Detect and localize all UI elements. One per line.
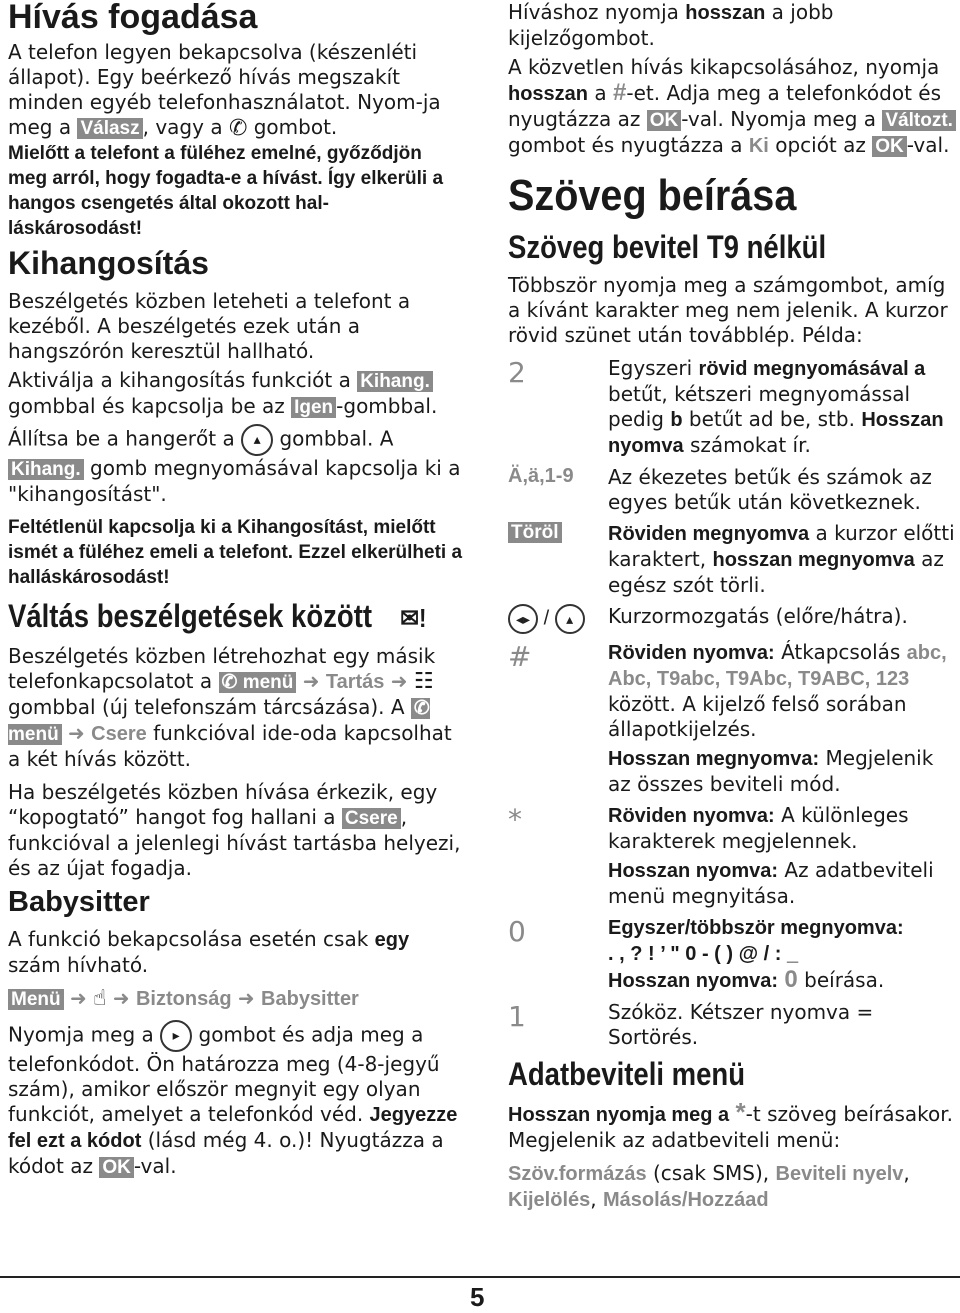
- softkey-kihang: Kihang.: [357, 371, 433, 392]
- softkey-csere: Csere: [342, 808, 401, 829]
- softkey-ok-2: OK: [872, 136, 907, 157]
- menu-path-csere: Csere: [91, 723, 147, 745]
- hash-key-icon: #: [613, 79, 627, 106]
- warning-handsfree: Feltétlenül kapcsolja ki a Kihangosítást, mielőtt ismét a füléhez emeli a telefont. Ezzel elkerülheti a halláskárosodást!: [8, 517, 463, 588]
- phone-icon: ✆: [221, 672, 238, 693]
- heading-no-t9: Szöveg bevitel T9 nélkül: [508, 229, 827, 265]
- softkey-kihang-2: Kihang.: [8, 459, 84, 480]
- heading-handsfree: Kihangosítás: [8, 245, 209, 281]
- softkey-valtozt: Változt.: [882, 110, 956, 131]
- key-row-2: 2 Egyszeri rövid megnyomásával a betűt, kétszeri megnyomással pedig b betűt ad be, stb. Hosszan nyomva számokat ír.: [508, 356, 944, 457]
- softkey-call-menu-2: ✆ menü: [8, 698, 430, 745]
- arrow-icon: ➜: [112, 986, 130, 1010]
- call-key-icon: ✆: [228, 116, 248, 141]
- paragraph-waiting: Ha beszélgetés közben hívása érkezik, egy “kopogtató” hangot fog hallani a Csere , funkcióval a jelenlegi hívást tartásba helyezi, és az újat fogadja.: [8, 780, 461, 880]
- right-column: [508, 0, 956, 1213]
- paragraph-direct-call: Híváshoz nyomja hosszan a jobb kijelzőgombot.: [508, 0, 834, 50]
- arrow-icon: ➜: [69, 986, 87, 1010]
- key-row-umlaut: Ä,ä,1-9 Az ékezetes betűk és számok az egyes betűk után következnek.: [508, 465, 932, 514]
- key-row-1: 1 Szóköz. Kétszer nyomva = Sortörés.: [508, 1000, 874, 1049]
- softkey-ok: OK: [99, 1157, 134, 1178]
- arrow-icon: ➜: [302, 669, 320, 693]
- heading-input-menu: Adatbeviteli menü: [508, 1056, 746, 1092]
- star-key-icon: *: [735, 1097, 746, 1127]
- key-row-hash: # Röviden nyomva: Átkapcsolás abc, Abc, T9abc, T9Abc, T9ABC, 123 között. A kijelző felső sorában állapotkijelzés. Hosszan megnyomva: Megjelenik az összes beviteli mód.: [508, 640, 947, 796]
- key-row-torol: Töröl Röviden megnyomva a kurzor előtti karaktert, hosszan megnyomva az egész szót törli.: [508, 521, 956, 598]
- phone-icon: ✆: [413, 698, 430, 719]
- paragraph-switch: Beszélgetés közben létrehozhat egy másik telefonkapcsolatot a ✆ menü ➜ Tartás ➜ ☷ gombbal (új telefonszám tárcsázása). A ✆ menü ➜ Csere funkcióval ide-oda kapcsolhat a két hívás között.: [8, 644, 452, 771]
- navkey-leftright-icon: ◂▸: [508, 604, 538, 634]
- heading-babysitter: Babysitter: [8, 886, 150, 918]
- softkey-menu: Menü: [8, 989, 64, 1010]
- paragraph-volume: Állítsa be a hangerőt a ▴ gombbal. A Kihang. gomb megnyomásával kapcsolja ki a "kihangosítást".: [8, 424, 463, 507]
- key-row-star: * Röviden nyomva: A különleges karakterek megjelennek. Hosszan nyomva: Az adatbeviteli menü megnyitása.: [508, 803, 934, 908]
- heading-text-entry: Szöveg beírása: [508, 171, 797, 220]
- softkey-ok-1: OK: [647, 110, 682, 131]
- softkey-call-menu: ✆ menü: [219, 672, 297, 693]
- input-modes: abc, Abc, T9abc, T9Abc, T9ABC, 123: [608, 642, 947, 690]
- input-menu-items: Szöv.formázás (csak SMS), Beviteli nyelv, Kijelölés, Másolás/Hozzáad: [508, 1161, 910, 1211]
- softkey-igen: Igen: [291, 397, 336, 418]
- paragraph-babysitter-code: Nyomja meg a ▸ gombot és adja meg a telefonkódot. Ön határozza meg (4-8-jegyű szám), amikor először megnyit egy olyan funkciót, amelyet a telefonkód véd. Jegyezze fel ezt a kódot (lásd még 4. o.)! Nyugtázza a kódot az OK -val.: [8, 1020, 463, 1180]
- key-row-0: 0 Egyszer/többször megnyomva: . , ? ! ’ " 0 - ( ) @ / : _ Hosszan nyomva: 0 beírása.: [508, 915, 904, 993]
- menu-path-tartas: Tartás: [325, 671, 385, 693]
- paragraph-input-menu: Hosszan nyomja meg a *-t szöveg beírásakor. Megjelenik az adatbeviteli menü:: [508, 1097, 953, 1152]
- paragraph-babysitter: A funkció bekapcsolása esetén csak egy szám hívható.: [8, 927, 410, 977]
- volume-navkey-icon: ▴: [241, 424, 273, 456]
- menu-path-babysitter: Menü ➜ ☝ ➜ Biztonság ➜ Babysitter: [8, 986, 463, 1012]
- arrow-icon: ➜: [68, 721, 85, 745]
- paragraph-incoming: A telefon legyen bekapcsolva (készenléti állapot). Egy beérkező hívás megszakít minden egyéb telefonhasználatot. Nyom-ja meg a Válasz , vagy a ✆ gombot.: [8, 40, 441, 141]
- keypad-icon: ☷: [413, 669, 434, 694]
- softkey-torol: Töröl: [508, 522, 562, 543]
- network-service-icon: ✉!: [400, 603, 427, 633]
- footer-rule: [0, 1276, 960, 1278]
- paragraph-handsfree-activate: Aktiválja a kihangosítás funkciót a Kihang. gombbal és kapcsolja be az Igen -gombbal.: [8, 368, 438, 418]
- paragraph-multitap: Többször nyomja meg a számgombot, amíg a kívánt karakter meg nem jelenik. A kurzor rövid szünet után továbblép. Példa:: [508, 273, 948, 347]
- security-icon: ☝: [93, 986, 107, 1011]
- paragraph-direct-call-off: A közvetlen hívás kikapcsolásához, nyomja hosszan a #-et. Adja meg a telefonkódot és nyugtázza az OK -val. Nyomja meg a Változt. gombot és nyugtázza a Ki opciót az OK -val.: [508, 55, 956, 159]
- softkey-valasz: Válasz: [77, 118, 142, 139]
- navkey-right-icon: ▸: [160, 1020, 192, 1052]
- left-column: [8, 0, 463, 1180]
- heading-switch-calls: Váltás beszélgetések között ✉!: [8, 598, 427, 634]
- paragraph-handsfree: Beszélgetés közben leteheti a telefont a kezéből. A beszélgetés ezek után a hangszórón keresztül hallható.: [8, 289, 411, 363]
- warning-hearing: Mielőtt a telefont a füléhez emelné, győződjön meg arról, hogy fogadta-e a hívást. Így elkerüli a hangos csengetés által okozott hal-láskárosodást!: [8, 143, 444, 239]
- navkey-updown-icon: ▴: [555, 604, 585, 634]
- page-number: 5: [470, 1282, 485, 1312]
- heading-incoming-call: Hívás fogadása: [8, 0, 258, 36]
- key-row-cursor: ◂▸ / ▴ Kurzormozgatás (előre/hátra).: [508, 604, 956, 634]
- arrow-icon: ➜: [390, 669, 408, 693]
- arrow-icon: ➜: [237, 986, 255, 1010]
